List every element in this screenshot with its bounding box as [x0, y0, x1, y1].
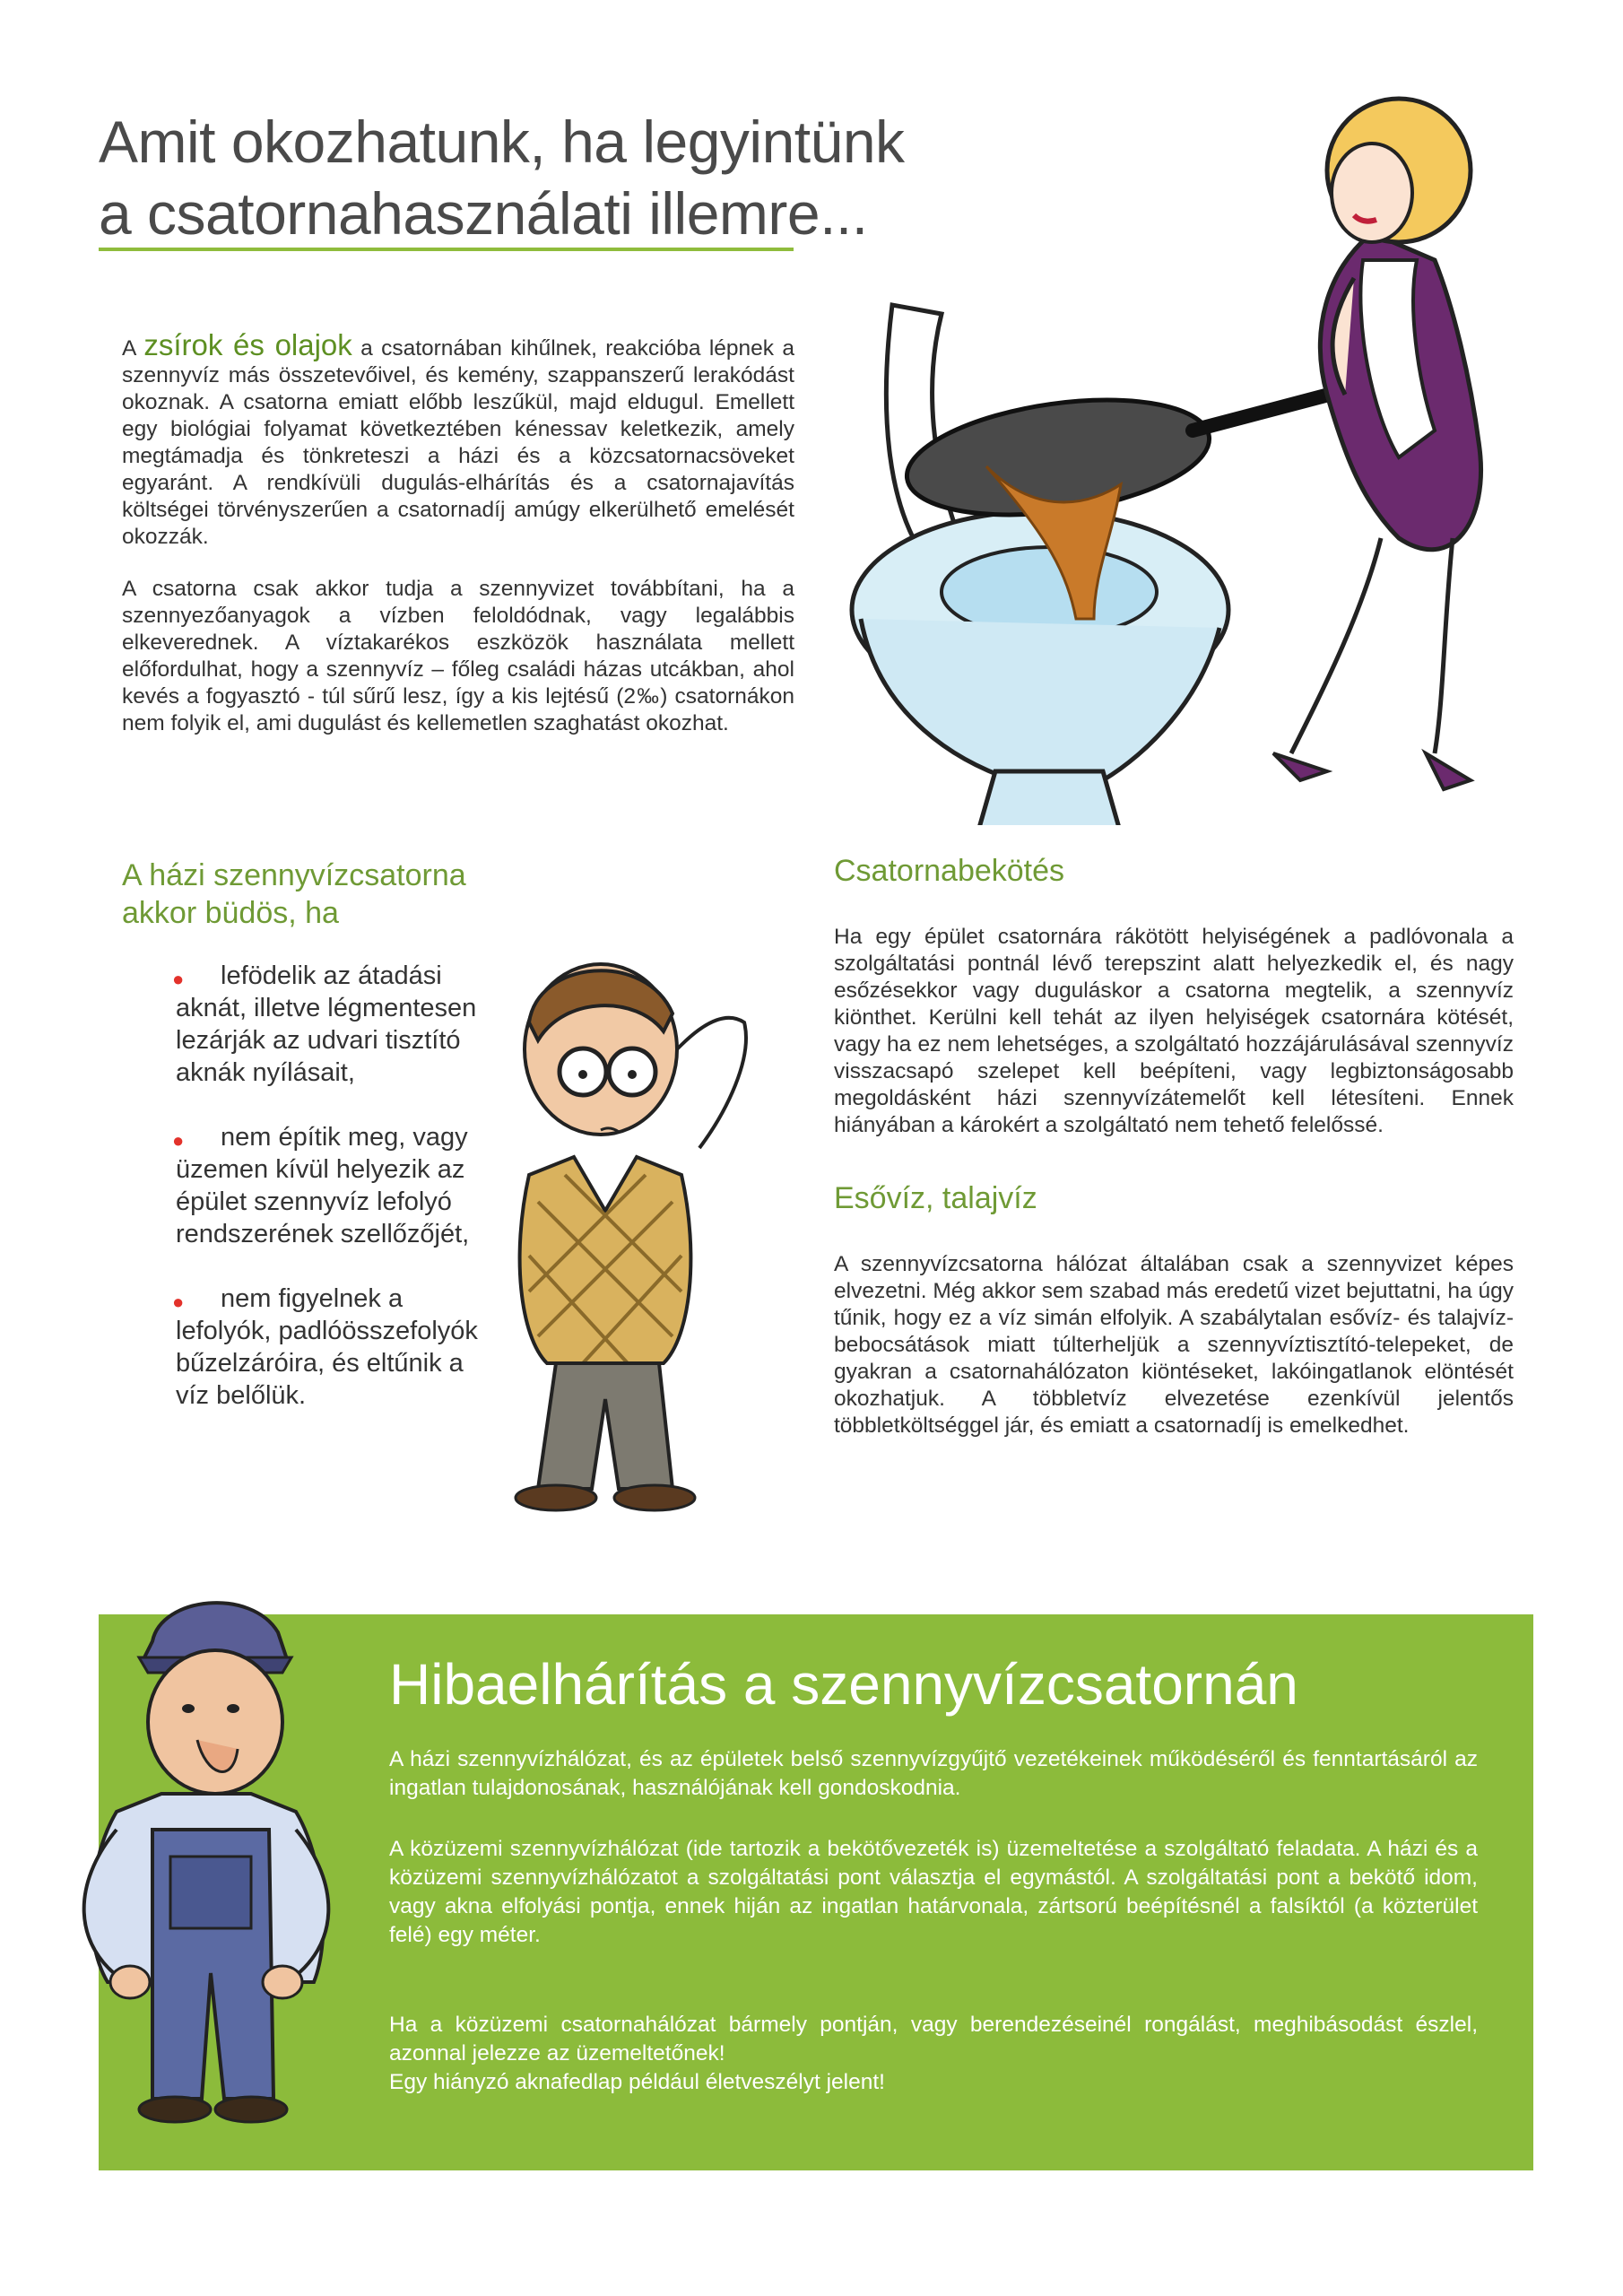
page-title — [99, 106, 906, 249]
list-item: ● nem építik meg, vagy üzemen kívül helyezik az épület szennyvíz lefolyó rendszerének szellőzőjét, — [172, 1123, 470, 1248]
woman-pouring-grease-illustration — [825, 36, 1560, 825]
connection-text: Ha egy épület csatornára rákötött helyiségének a padlóvonala a szolgáltatási pontnál lévő terepszint alatt helyezkedik el, és nagy esőzésekkor vagy duguláskor a csatorna megtelik, a szennyvíz kiönthet. Kerülni kell tehát az ilyen helyiségek csatornára kötését, vagy ha ez nem lehetséges, a szolgáltató hozzájárulásával szennyvíz visszacsapó szelepet kell beépíteni, vagy legbiztonságosabb megoldásként házi szennyvízátemelőt kell létesíteni. Ennek hiányában a károkért a szolgáltató nem tehető felelőssé. — [834, 925, 1514, 1137]
title-underline — [99, 248, 794, 251]
troubleshooting-paragraph-2: A közüzemi szennyvízhálózat (ide tartozik a bekötővezeték is) üzemeltetése a szolgáltató feladata. A házi és a közüzemi szennyvízhálózatot a szolgáltatási pont választja el egymástól. A szolgáltatási pont a bekötő idom, vagy akna elfolyási pontja, ennek hiján az ingatlan határvonala, zártsorú beépítésnél a falsíktól (a közterület felé) egy méter. — [389, 1837, 1478, 1947]
troubleshooting-paragraph-3-line2: Egy hiányzó aknafedlap például életveszélyt jelent! — [389, 2070, 885, 2094]
intro-paragraph-1 — [122, 328, 794, 551]
smell-heading-line1: A házi szennyvízcsatorna — [122, 858, 466, 892]
bullet-dot-icon: ● — [172, 968, 185, 990]
intro-highlight: zsírok és olajok — [143, 328, 352, 361]
list-item: ● nem figyelnek a lefolyók, padlóösszefolyók bűzelzáróira, és eltűnik a víz belőlük. — [172, 1284, 478, 1410]
troubleshooting-paragraph-3 — [389, 2011, 1478, 2097]
troubleshooting-paragraph-3-line1: Ha a közüzemi csatornahálózat bármely pontján, vagy berendezéseinél rongálást, meghibásodást észlel, azonnal jelezze az üzemeltetőnek! — [389, 2013, 1478, 2066]
worker-illustration — [54, 1561, 359, 2152]
rainwater-heading: Esővíz, talajvíz — [834, 1181, 1037, 1215]
rainwater-text: A szennyvízcsatorna hálózat általában csak a szennyvizet képes elvezetni. Még akkor sem szabad más eredetű vizet bejuttatni, ha úgy tűnik, hogy ez a víz simán elfolyik. A szabálytalan esővíz- és talajvíz-bebocsátások miatt túlterheljük a szennyvíztisztító-telepeket, de gyakran a csatornahálózaton kiöntéseket, lakóingatlanok elöntését okozhatjuk. A többletvíz elvezetése ezenkívül jelentős többletköltséggel jár, és emiatt a csatornadíj is emelkedhet. — [834, 1252, 1514, 1438]
intro-rest: a csatornában kihűlnek, reakcióba lépnek a szennyvíz más összetevőivel, és kemény, szappanszerű lerakódást okoznak. A csatorna emiatt előbb leszűkül, majd eldugul. Emellett egy biológiai folyamat következtében kénessav keletkezik, amely megtámadja és tönkreteszi a házi és a közcsatornacsöveket egyaránt. A rendkívüli dugulás-elhárítás és a csatornajavítás költségei törvényszerűen a csatornadíj amúgy elkerülhető emelését okozzák. — [122, 336, 794, 549]
troubleshooting-title: Hibaelhárítás a szennyvízcsatornán — [389, 1652, 1298, 1717]
bullet-dot-icon: ● — [172, 1291, 185, 1313]
intro-text — [122, 328, 794, 737]
smell-heading-line2: akkor büdös, ha — [122, 896, 339, 930]
intro-paragraph-2: A csatorna csak akkor tudja a szennyvizet továbbítani, ha a szennyezőanyagok a vízben feloldódnak, vagy legalábbis elkeverednek. A víztakarékos eszközök használata mellett előfordulhat, hogy a szennyvíz – főleg családi házas utcákban, ahol kevés a fogyasztó - túl sűrű lesz, így a kis lejtésű (2‰) csatornákon nem folyik el, ami dugulást és kellemetlen szaghatást okozhat. — [122, 577, 794, 735]
page-title-line1: Amit okozhatunk, ha legyintünk — [99, 109, 905, 175]
bullet-dot-icon: ● — [172, 1129, 185, 1152]
intro-prefix: A — [122, 336, 135, 361]
page-title-line2: a csatornahasználati illemre... — [99, 180, 868, 247]
list-item: ● lefödelik az átadási aknát, illetve légmentesen lezárják az udvari tisztító aknák nyílásait, — [172, 961, 477, 1087]
connection-heading: Csatornabekötés — [834, 854, 1065, 888]
puzzled-man-illustration — [448, 915, 771, 1516]
smell-heading — [122, 857, 466, 932]
troubleshooting-paragraph-1: A házi szennyvízhálózat, és az épületek belső szennyvízgyűjtő vezetékeinek működéséről és fenntartásáról az ingatlan tulajdonosának, használójának kell gondoskodnia. — [389, 1747, 1478, 1800]
